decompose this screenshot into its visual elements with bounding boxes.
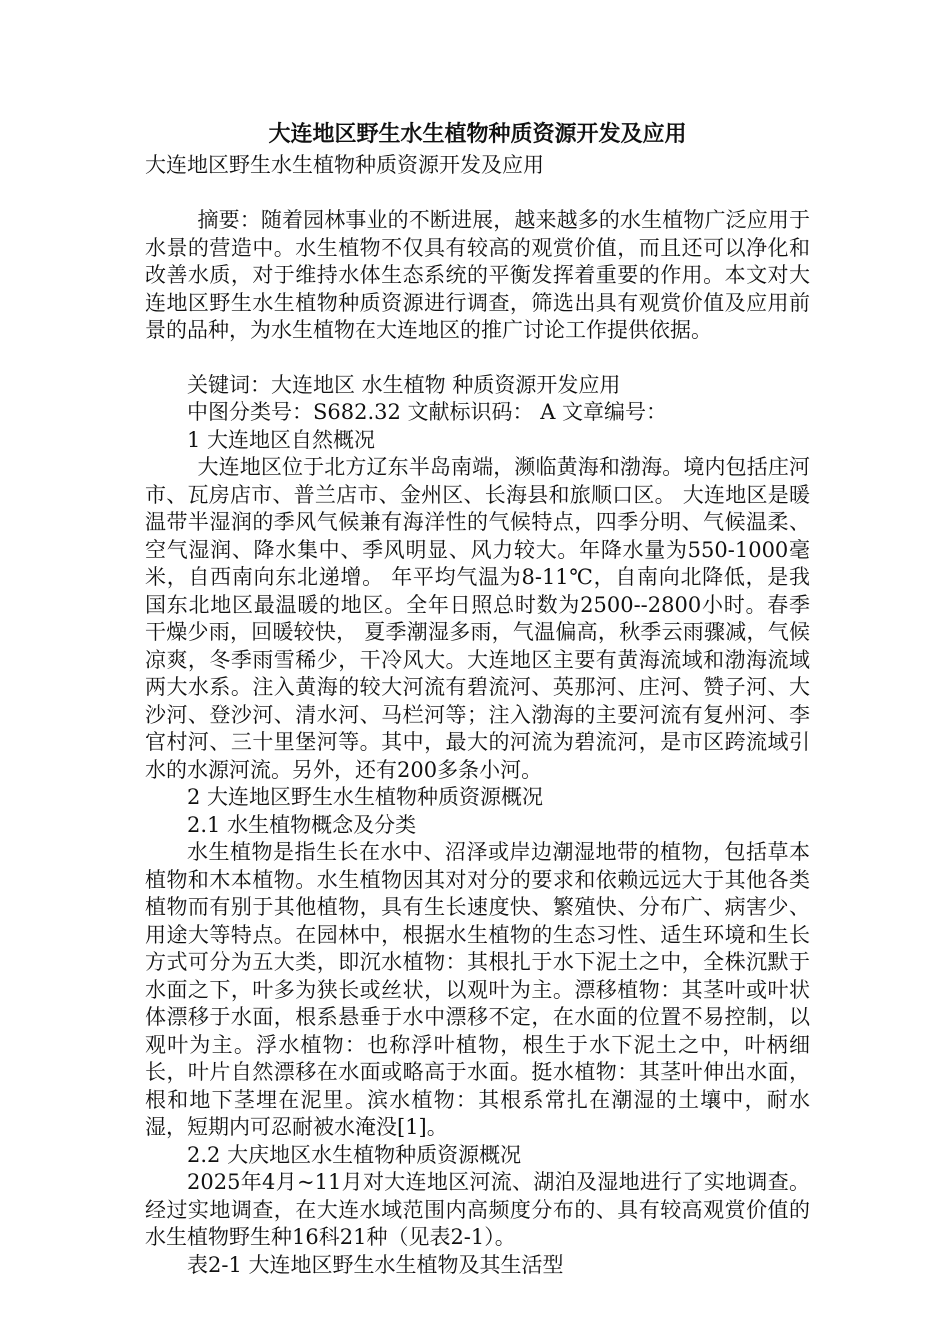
document-page xyxy=(145,118,810,1279)
document-title: 大连地区野生水生植物种质资源开发及应用 xyxy=(268,121,687,147)
section-2-1-heading: 2.1 水生植物概念及分类 xyxy=(187,812,417,837)
section-2-1-body: 水生植物是指生长在水中、沼泽或岸边潮湿地带的植物，包括草本植物和木本植物。水生植物因其对对分的要求和依赖远远大于其他各类植物而有别于其他植物，具有生长速度快、繁殖快、分布广、病害少、用途大等特点。在园林中，根据水生植物的生态习性、适生环境和生长方式可分为五大类，即沉水植物：其根扎于水下泥土之中，全株沉默于水面之下，叶多为狭长或丝状，以观叶为主。漂移植物：其茎叶或叶状体漂移于水面，根系悬垂于水中漂移不定，在水面的位置不易控制，以观叶为主。浮水植物：也称浮叶植物，根生于水下泥土之中，叶柄细长，叶片自然漂移在水面或略高于水面。挺水植物：其茎叶伸出水面，根和地下茎埋在泥里。滨水植物：其根系常扎在潮湿的土壤中，耐水湿，短期内可忍耐被水淹没[1]。 xyxy=(145,840,810,1139)
spacer xyxy=(145,345,810,372)
section-1-body: 大连地区位于北方辽东半岛南端，濒临黄海和渤海。境内包括庄河市、瓦房店市、普兰店市、金州区、长海县和旅顺口区。 大连地区是暖温带半湿润的季风气候兼有海洋性的气候特点，四季分明、气候温柔、空气湿润、降水集中、季风明显、风力较大。年降水量为550-1000毫米，自西南向东北递增。 年平均气温为8-11℃，自南向北降低，是我国东北地区最温暖的地区。全年日照总时数为2500--2800小时。春季干燥少雨，回暖较快， 夏季潮湿多雨，气温偏高，秋季云雨骤减，气候凉爽，冬季雨雪稀少，干冷风大。大连地区主要有黄海流域和渤海流域两大水系。注入黄海的较大河流有碧流河、英那河、庄河、赞子河、大沙河、登沙河、清水河、马栏河等；注入渤海的主要河流有复州河、李官村河、三十里堡河等。其中，最大的河流为碧流河，是市区跨流域引水的水源河流。另外，还有200多条小河。 xyxy=(145,455,810,782)
keywords-line: 关键词：大连地区 水生植物 种质资源开发应用 xyxy=(187,372,621,397)
classification-line: 中图分类号：S682.32 文献标识码： A 文章编号： xyxy=(187,400,668,424)
section-2-heading: 2 大连地区野生水生植物种质资源概况 xyxy=(187,785,544,809)
document-subtitle: 大连地区野生水生植物种质资源开发及应用 xyxy=(145,153,544,177)
section-2-2-body: 2025年4月~11月对大连地区河流、湖泊及湿地进行了实地调查。经过实地调查，在大连水域范围内高频度分布的、具有较高观赏价值的水生植物野生种16科21种（见表2-1）。 xyxy=(145,1170,810,1249)
spacer xyxy=(145,180,810,207)
section-2-2-heading: 2.2 大庆地区水生植物种质资源概况 xyxy=(187,1142,522,1167)
section-1-heading: 1 大连地区自然概况 xyxy=(187,427,376,452)
abstract-paragraph: 摘要：随着园林事业的不断进展，越来越多的水生植物广泛应用于水景的营造中。水生植物不仅具有较高的观赏价值，而且还可以净化和改善水质，对于维持水体生态系统的平衡发挥着重要的作用。本文对大连地区野生水生植物种质资源进行调查，筛选出具有观赏价值及应用前景的品种，为水生植物在大连地区的推广讨论工作提供依据。 xyxy=(145,208,810,342)
table-caption: 表2-1 大连地区野生水生植物及其生活型 xyxy=(187,1252,564,1277)
